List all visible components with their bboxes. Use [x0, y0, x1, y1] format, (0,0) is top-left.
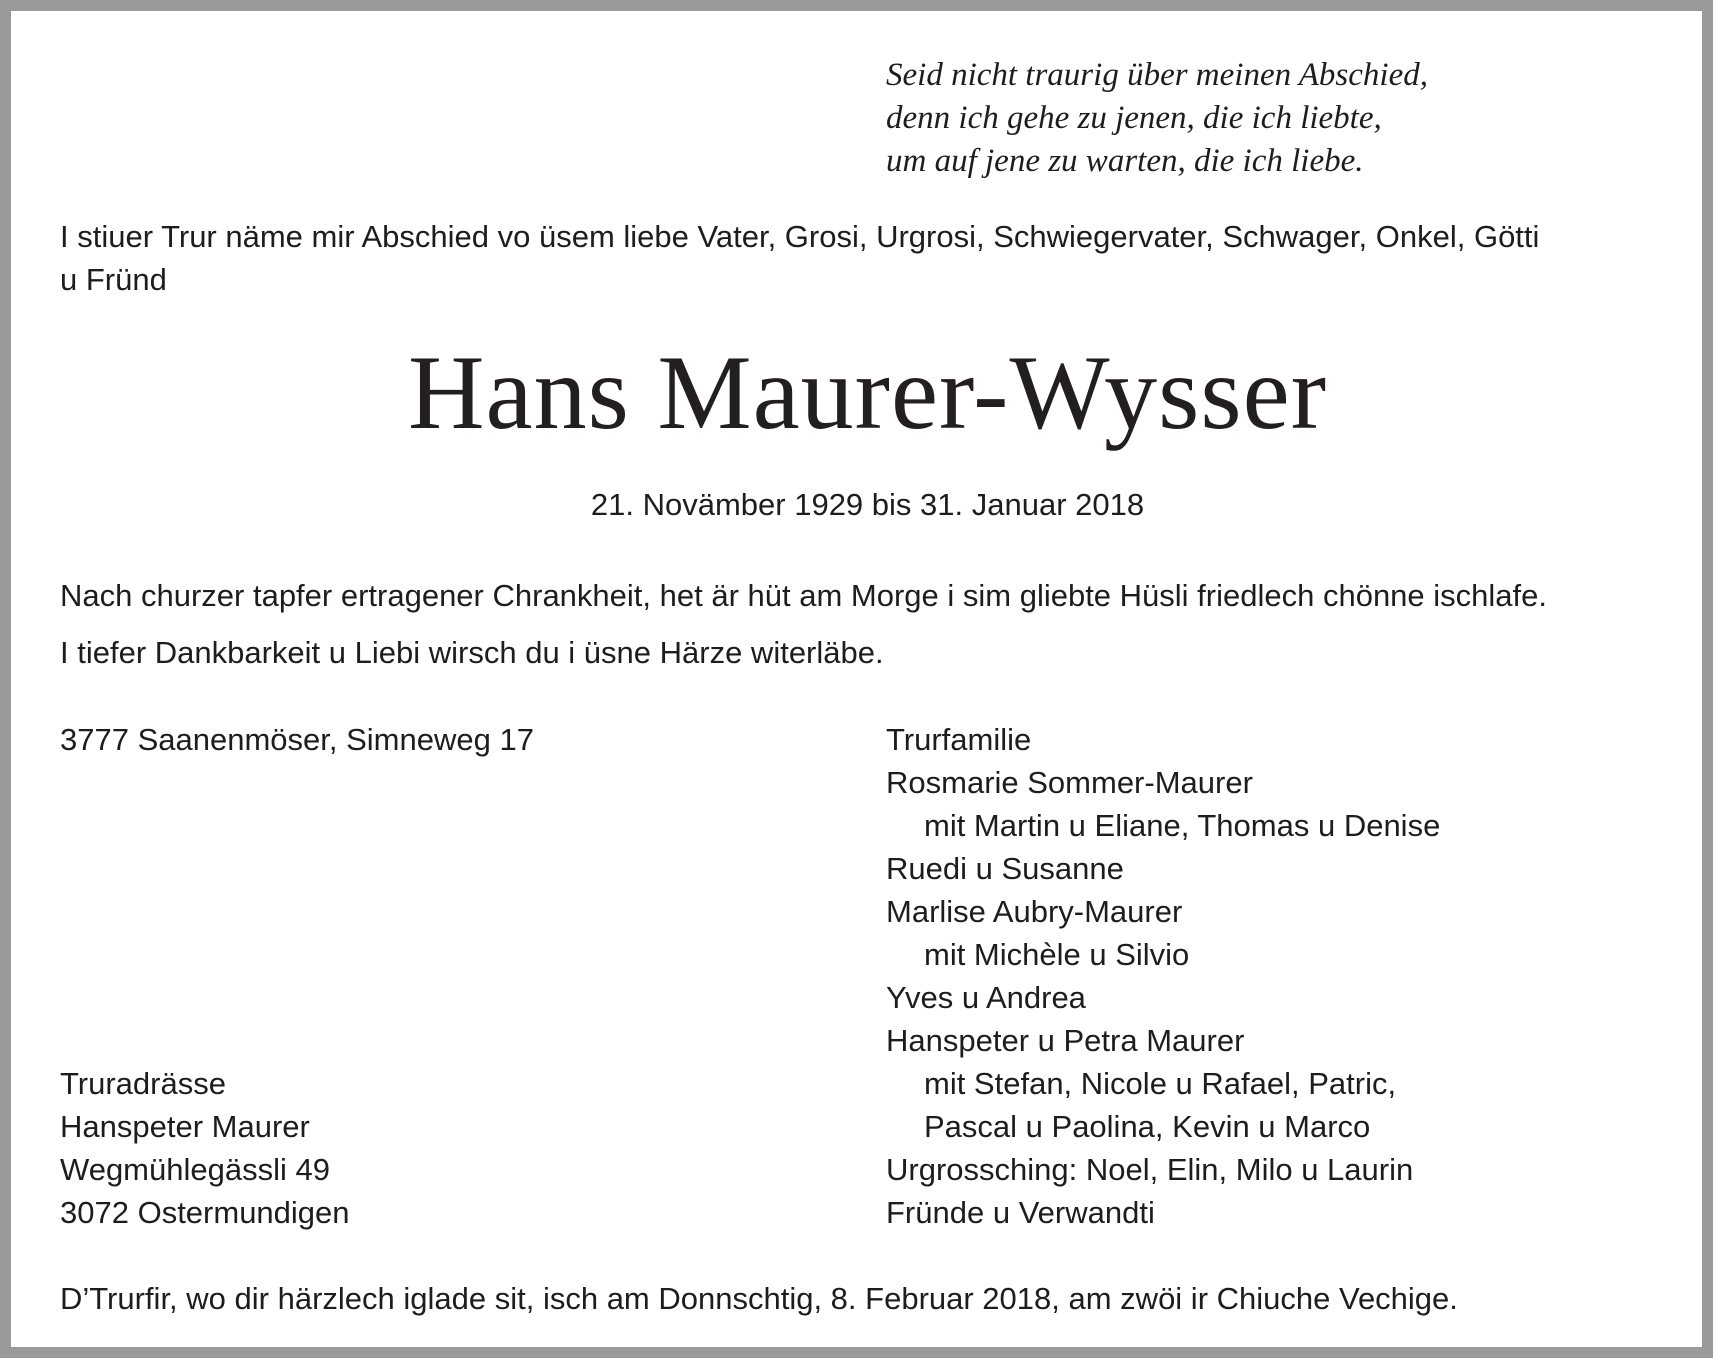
mourning-address-line: Wegmühlegässli 49	[60, 1152, 330, 1187]
family-line: mit Stefan, Nicole u Rafael, Patric,	[924, 1066, 1397, 1101]
mourning-address	[60, 1062, 350, 1234]
family-line: Hanspeter u Petra Maurer	[886, 1023, 1245, 1058]
body-line: I tiefer Dankbarkeit u Liebi wirsch du i üsne Härze witerläbe.	[60, 635, 884, 670]
epigraph-quote	[886, 54, 1428, 183]
deceased-name: Hans Maurer-Wysser	[408, 334, 1327, 451]
obituary-notice	[11, 11, 1702, 1347]
home-address-line: 3777 Saanenmöser, Simneweg 17	[60, 722, 534, 757]
family-list	[886, 718, 1440, 1234]
family-line: Urgrossching: Noel, Elin, Milo u Laurin	[886, 1152, 1414, 1187]
body-text	[60, 567, 1547, 681]
intro-line: u Fründ	[60, 262, 167, 297]
mourning-address-line: 3072 Ostermundigen	[60, 1195, 350, 1230]
quote-line: um auf jene zu warten, die ich liebe.	[886, 143, 1364, 179]
home-address	[60, 718, 534, 761]
family-line: Rosmarie Sommer-Maurer	[886, 765, 1253, 800]
family-line: mit Martin u Eliane, Thomas u Denise	[924, 808, 1441, 843]
family-line: Fründe u Verwandti	[886, 1195, 1155, 1230]
family-line: Pascal u Paolina, Kevin u Marco	[924, 1109, 1371, 1144]
mourning-address-line: Hanspeter Maurer	[60, 1109, 310, 1144]
funeral-announcement: D’Trurfir, wo dir härzlech iglade sit, isch am Donnschtig, 8. Februar 2018, am zwöi ir Chiuche Vechige.	[60, 1281, 1458, 1316]
family-line: Yves u Andrea	[886, 980, 1086, 1015]
body-line: Nach churzer tapfer ertragener Chrankheit, het är hüt am Morge i sim gliebte Hüsli friedlech chönne ischlafe.	[60, 578, 1548, 613]
life-dates: 21. Novämber 1929 bis 31. Januar 2018	[590, 487, 1145, 522]
intro-line: I stiuer Trur näme mir Abschied vo üsem liebe Vater, Grosi, Urgrosi, Schwiegervater, Schwager, Onkel, Götti	[60, 219, 1540, 254]
mourning-address-line: Truradrässe	[60, 1066, 226, 1101]
quote-line: Seid nicht traurig über meinen Abschied,	[886, 57, 1428, 93]
intro-text	[60, 215, 1680, 301]
quote-line: denn ich gehe zu jenen, die ich liebte,	[886, 100, 1382, 136]
family-line: Trurfamilie	[886, 722, 1032, 757]
family-line: Marlise Aubry-Maurer	[886, 894, 1183, 929]
family-line: mit Michèle u Silvio	[924, 937, 1190, 972]
family-line: Ruedi u Susanne	[886, 851, 1124, 886]
